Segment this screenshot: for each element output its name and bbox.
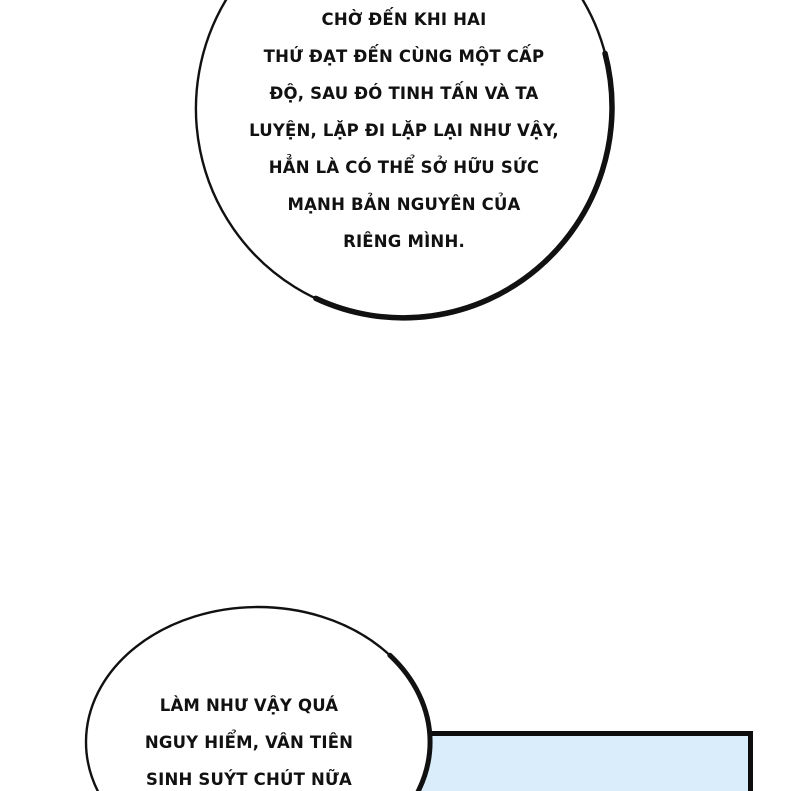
speech-line: LUYỆN, LẶP ĐI LẶP LẠI NHƯ VẬY, <box>249 121 559 140</box>
speech-line: HẲN LÀ CÓ THỂ SỞ HỮU SỨC <box>268 158 540 177</box>
speech-line: NGUY HIỂM, VÂN TIÊN <box>144 733 354 752</box>
speech-line: MẠNH BẢN NGUYÊN CỦA <box>287 195 521 214</box>
speech-line: CHỜ ĐẾN KHI HAI <box>321 10 487 29</box>
speech-line: RIÊNG MÌNH. <box>343 232 465 251</box>
speech-line: LÀM NHƯ VẬY QUÁ <box>159 696 339 715</box>
top-bubble-text <box>204 1 604 260</box>
speech-line: THỨ ĐẠT ĐẾN CÙNG MỘT CẤP <box>263 47 545 66</box>
bottom-bubble-text <box>69 687 429 791</box>
speech-line: ĐỘ, SAU ĐÓ TINH TẤN VÀ TA <box>269 84 539 103</box>
speech-line: SINH SUÝT CHÚT NỮA <box>146 770 352 789</box>
blue-panel <box>395 734 751 791</box>
